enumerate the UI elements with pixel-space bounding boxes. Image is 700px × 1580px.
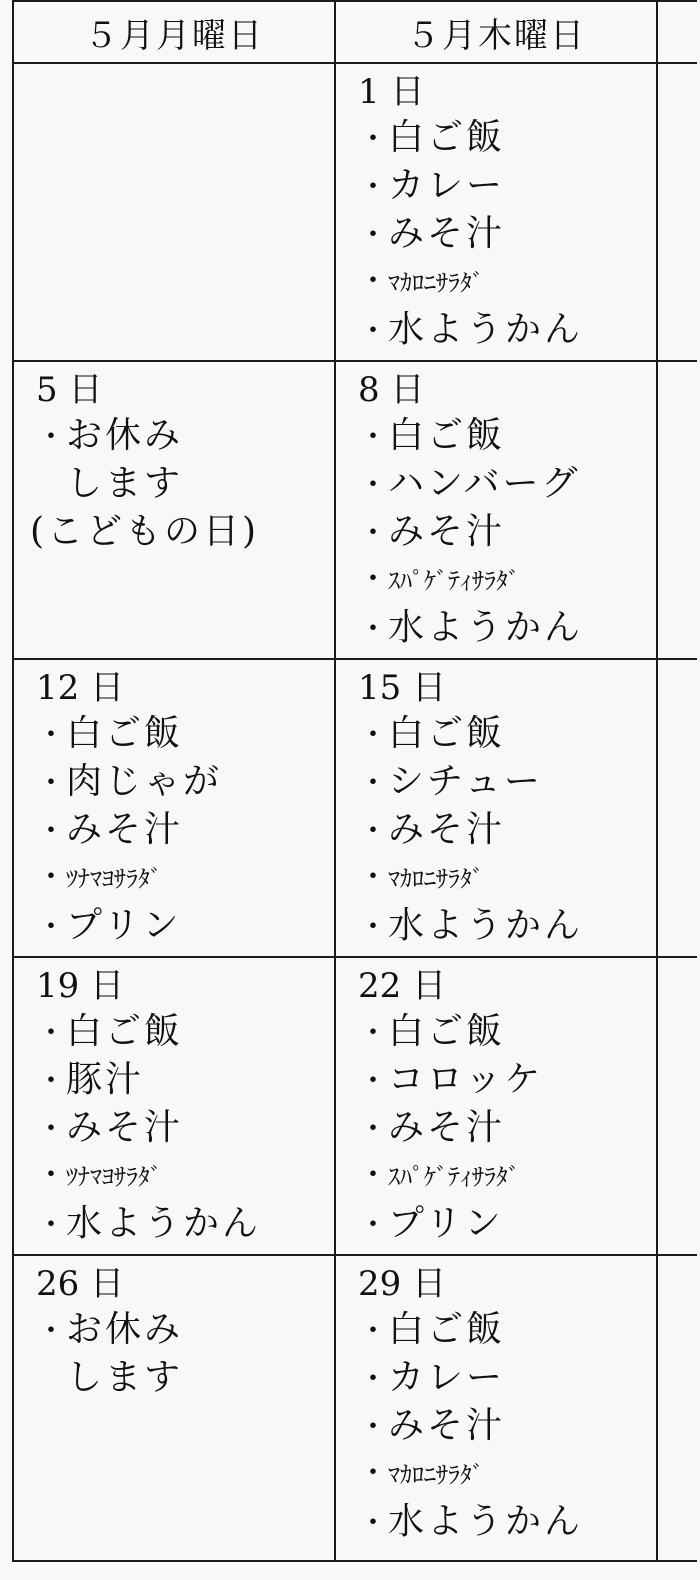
menu-item [358,162,656,210]
closed-note: します [66,1357,184,1398]
menu-item-text: ハンバーグ [388,463,581,504]
bullet: ・ [358,314,391,349]
bullet: ・ [358,1112,391,1147]
week-row [13,361,697,659]
day-menu [336,64,656,354]
bullet: ・ [358,468,391,503]
menu-item-text: みそ汁 [66,1107,184,1148]
menu-item-list [36,710,334,950]
menu-item [358,1402,656,1450]
menu-item [358,114,656,162]
bullet: ・ [358,718,391,753]
menu-item-text: ｽﾊﾟｹﾞﾃｨｻﾗﾀﾞ [388,1163,520,1191]
menu-item-list [36,1008,334,1248]
bullet: ・ [36,718,69,753]
menu-item [36,1056,334,1104]
bullet: ・ [36,1158,66,1193]
menu-item-text: ｽﾊﾟｹﾞﾃｨｻﾗﾀﾞ [388,567,520,595]
week-row [13,957,697,1255]
bullet: ・ [358,860,388,895]
menu-item [358,854,656,902]
day-menu [14,64,334,114]
bullet: ・ [358,612,391,647]
menu-item-text: みそ汁 [388,809,506,850]
day-menu [336,958,656,1248]
menu-item-text: ﾂﾅﾏﾖｻﾗﾀﾞ [66,865,162,893]
closed-note: します [66,463,184,504]
day-number: 19 日 [36,966,125,1006]
menu-item-text: 白ご飯 [66,1011,184,1052]
edge-cell [657,957,697,1255]
bullet: ・ [358,1064,391,1099]
monday-cell [13,361,335,659]
menu-item [358,902,656,950]
day-number: 22 日 [358,966,447,1006]
bullet: ・ [36,1112,69,1147]
menu-item [358,1450,656,1498]
monday-cell [13,63,335,361]
menu-item [358,306,656,354]
menu-item [36,902,334,950]
header-monday: ５月月曜日 [13,1,335,63]
day-menu [14,1256,334,1402]
menu-item [36,710,334,758]
bullet: ・ [358,170,391,205]
menu-item [358,1354,656,1402]
day-menu [14,362,334,556]
menu-item-list [358,1008,656,1248]
thursday-cell [335,957,657,1255]
bullet: ・ [36,910,69,945]
menu-item [36,1152,334,1200]
menu-item [36,758,334,806]
menu-item-text: 白ご飯 [388,713,506,754]
menu-item-text: みそ汁 [388,1405,506,1446]
monday-cell [13,1255,335,1561]
menu-item-text: 肉じゃが [66,761,223,802]
monday-cell [13,957,335,1255]
menu-item [358,1306,656,1354]
header-thursday: ５月木曜日 [335,1,657,63]
edge-cell [657,361,697,659]
day-menu [14,958,334,1248]
bullet: ・ [36,1064,69,1099]
menu-item-text: ﾏｶﾛﾆｻﾗﾀﾞ [388,1461,484,1489]
edge-cell [657,63,697,361]
menu-item-text: 白ご飯 [66,713,184,754]
day-menu [336,362,656,652]
menu-item [36,1200,334,1248]
bullet: ・ [358,1158,388,1193]
menu-item-text: 白ご飯 [388,1011,506,1052]
menu-item-text: みそ汁 [66,809,184,850]
meal-schedule-table [12,0,697,1562]
bullet: ・ [358,1456,388,1491]
menu-item [358,1200,656,1248]
menu-item [358,1498,656,1546]
menu-item [36,1008,334,1056]
bullet: ・ [36,1016,69,1051]
menu-item-list [358,114,656,354]
menu-item-text: コロッケ [388,1059,544,1100]
menu-item-text: ﾏｶﾛﾆｻﾗﾀﾞ [388,865,484,893]
menu-item [358,460,656,508]
menu-item-text: 白ご飯 [388,415,506,456]
menu-item [358,1056,656,1104]
day-menu [336,660,656,950]
menu-item-text: みそ汁 [388,1107,506,1148]
day-menu [14,660,334,950]
menu-item-text: ﾂﾅﾏﾖｻﾗﾀﾞ [66,1163,162,1191]
bullet: ・ [358,910,391,945]
bullet: ・ [358,1362,391,1397]
week-row [13,659,697,957]
menu-item [358,758,656,806]
menu-item-list [36,412,334,460]
bullet: ・ [36,860,66,895]
menu-item-text: カレー [388,1357,506,1398]
bullet: ・ [36,1208,69,1243]
day-number: 26 日 [36,1264,125,1304]
day-number: 12 日 [36,668,125,708]
day-number: 29 日 [358,1264,447,1304]
menu-item-text: 水ようかん [388,905,584,946]
menu-item-list [358,412,656,652]
week-row [13,63,697,361]
bullet: ・ [358,1506,391,1541]
menu-item [358,710,656,758]
thursday-cell [335,659,657,957]
edge-cell [657,1255,697,1561]
menu-item [36,806,334,854]
menu-item-text: 豚汁 [66,1059,145,1100]
day-number: 15 日 [358,668,447,708]
menu-item [358,1152,656,1200]
menu-item [358,1104,656,1152]
menu-item [358,556,656,604]
edge-cell [657,659,697,957]
menu-item-text: プリン [388,1203,504,1244]
header-edge-cell [657,1,697,63]
day-menu [336,1256,656,1546]
bullet: ・ [358,1410,391,1445]
menu-item-list [358,1306,656,1546]
menu-item [36,854,334,902]
menu-item [358,604,656,652]
menu-item-text: 水ようかん [66,1203,262,1244]
menu-item [358,258,656,306]
bullet: ・ [36,420,69,455]
bullet: ・ [358,562,388,597]
bullet: ・ [358,122,391,157]
bullet: ・ [358,766,391,801]
menu-item [358,1008,656,1056]
menu-item-list [358,710,656,950]
menu-item-text: 水ようかん [388,309,584,350]
menu-item-text: みそ汁 [388,213,506,254]
menu-item [36,1306,334,1354]
thursday-cell [335,361,657,659]
bullet: ・ [36,1314,69,1349]
menu-item-text: 水ようかん [388,607,584,648]
menu-item-text: プリン [66,905,182,946]
bullet: ・ [36,766,69,801]
bullet: ・ [358,814,391,849]
bullet: ・ [358,1314,391,1349]
bullet: ・ [358,218,391,253]
bullet: ・ [358,1016,391,1051]
bullet: ・ [358,1208,391,1243]
menu-item-text: カレー [388,165,506,206]
menu-item [36,412,334,460]
menu-item [36,1104,334,1152]
thursday-cell [335,1255,657,1561]
day-number [36,70,334,114]
menu-item [358,806,656,854]
menu-item-list [36,1306,334,1354]
day-number: 1 日 [358,72,425,112]
menu-item-text: シチュー [388,761,543,802]
menu-item-text: ﾏｶﾛﾆｻﾗﾀﾞ [388,269,484,297]
menu-item-text: 白ご飯 [388,1309,506,1350]
menu-item [358,508,656,556]
bullet: ・ [36,814,69,849]
day-number: 8 日 [358,370,425,410]
day-number: 5 日 [36,370,103,410]
bullet: ・ [358,264,388,299]
bullet: ・ [358,516,391,551]
header-row [13,1,697,63]
menu-item [358,210,656,258]
menu-item [358,412,656,460]
menu-item-text: お休み [66,415,184,456]
closed-note: (こどもの日) [30,511,260,552]
bullet: ・ [358,420,391,455]
monday-cell [13,659,335,957]
menu-item-text: みそ汁 [388,511,506,552]
menu-item-text: お休み [66,1309,184,1350]
weeks-body [13,63,697,1561]
menu-item-text: 白ご飯 [388,117,506,158]
week-row [13,1255,697,1561]
menu-item-text: 水ようかん [388,1501,584,1542]
thursday-cell [335,63,657,361]
